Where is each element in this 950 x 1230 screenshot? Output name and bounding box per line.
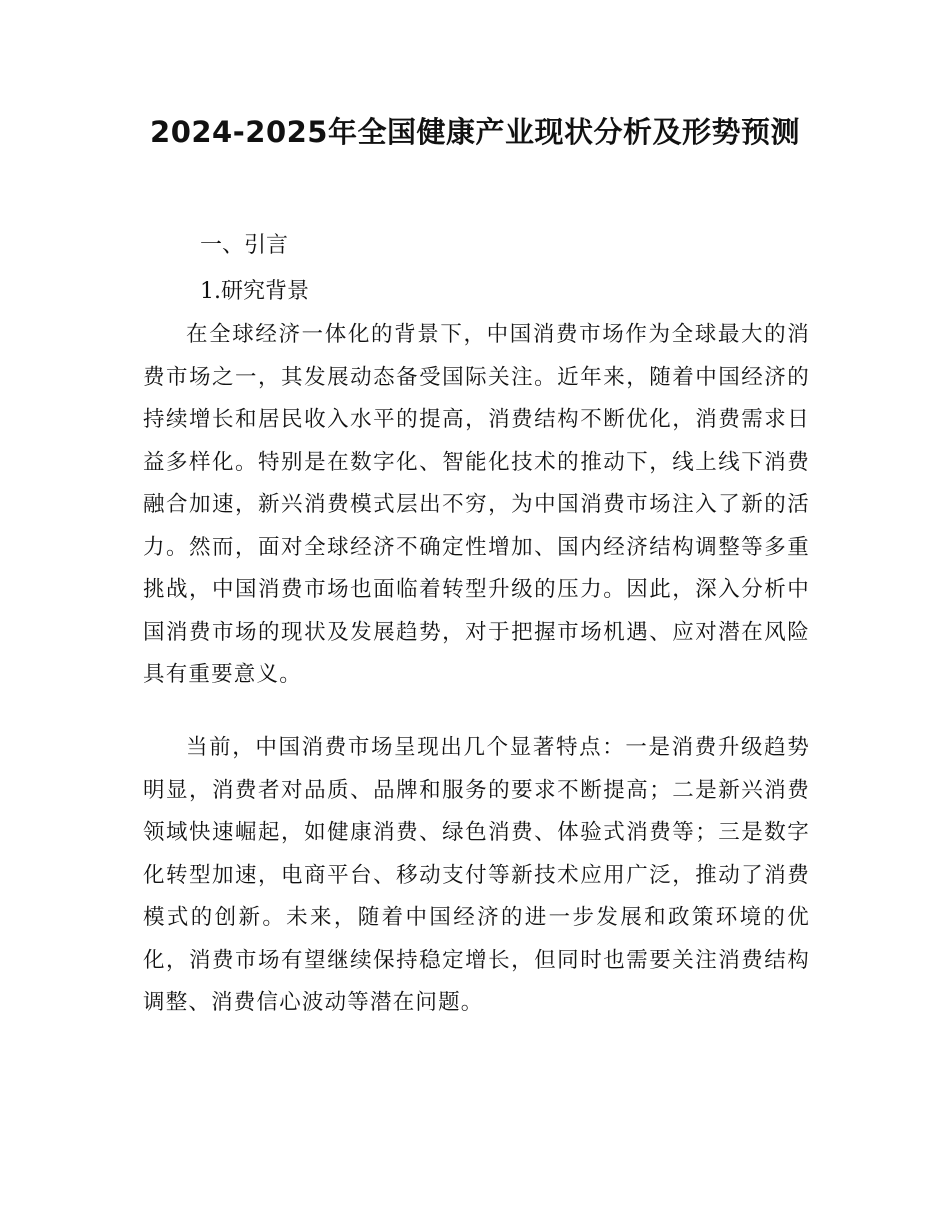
section-heading-introduction: 一、引言	[200, 233, 289, 258]
body-paragraph-1: 在全球经济一体化的背景下，中国消费市场作为全球最大的消费市场之一，其发展动态备受国际关注。近年来，随着中国经济的持续增长和居民收入水平的提高，消费结构不断优化，消费需求日益多样化。特别是在数字化、智能化技术的推动下，线上线下消费融合加速，新兴消费模式层出不穷，为中国消费市场注入了新的活力。然而，面对全球经济不确定性增加、国内经济结构调整等多重挑战，中国消费市场也面临着转型升级的压力。因此，深入分析中国消费市场的现状及发展趋势，对于把握市场机遇、应对潜在风险具有重要意义。	[143, 322, 810, 687]
document-title: 2024-2025年全国健康产业现状分析及形势预测	[150, 115, 800, 149]
sub-heading-research-background: 1.研究背景	[200, 279, 309, 304]
body-paragraph-2: 当前，中国消费市场呈现出几个显著特点：一是消费升级趋势明显，消费者对品质、品牌和服务的要求不断提高；二是新兴消费领域快速崛起，如健康消费、绿色消费、体验式消费等；三是数字化转型加速，电商平台、移动支付等新技术应用广泛，推动了消费模式的创新。未来，随着中国经济的进一步发展和政策环境的优化，消费市场有望继续保持稳定增长，但同时也需要关注消费结构调整、消费信心波动等潜在问题。	[143, 735, 810, 1015]
